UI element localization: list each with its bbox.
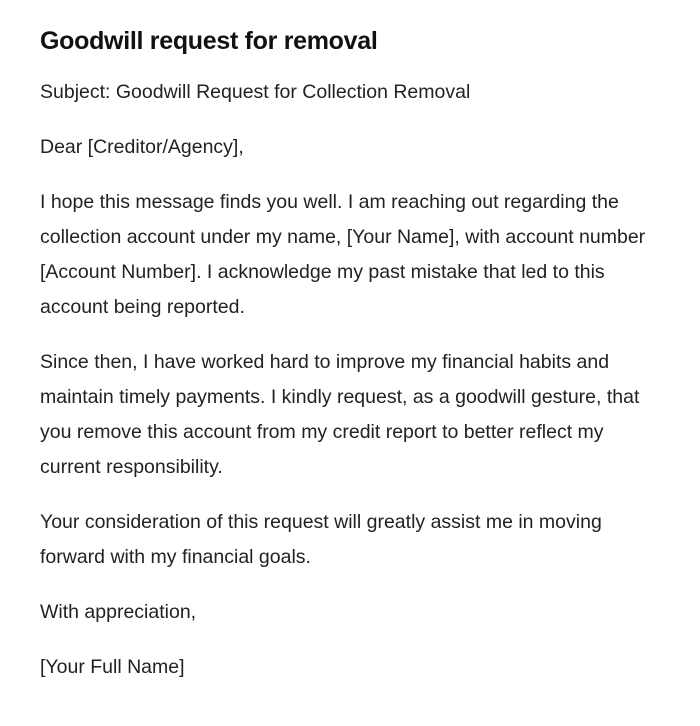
- closing: With appreciation,: [40, 601, 197, 623]
- body-paragraph: Since then, I have worked hard to improve my financial habits and maintain timely payments. I kindly request, as a goodwill gesture, that you remove this account from my credit report to better reflect my current responsibility.: [40, 351, 640, 478]
- subject-line: Subject: Goodwill Request for Collection Removal: [40, 81, 471, 103]
- salutation: Dear [Creditor/Agency],: [40, 136, 244, 158]
- body-paragraph: Your consideration of this request will greatly assist me in moving forward with my financial goals.: [40, 511, 602, 568]
- body-paragraph: I hope this message finds you well. I am reaching out regarding the collection account under my name, [Your Name], with account number [Account Number]. I acknowledge my past mistake that led to this account being reported.: [40, 191, 646, 318]
- document-title: Goodwill request for removal: [40, 27, 378, 55]
- signature: [Your Full Name]: [40, 656, 185, 678]
